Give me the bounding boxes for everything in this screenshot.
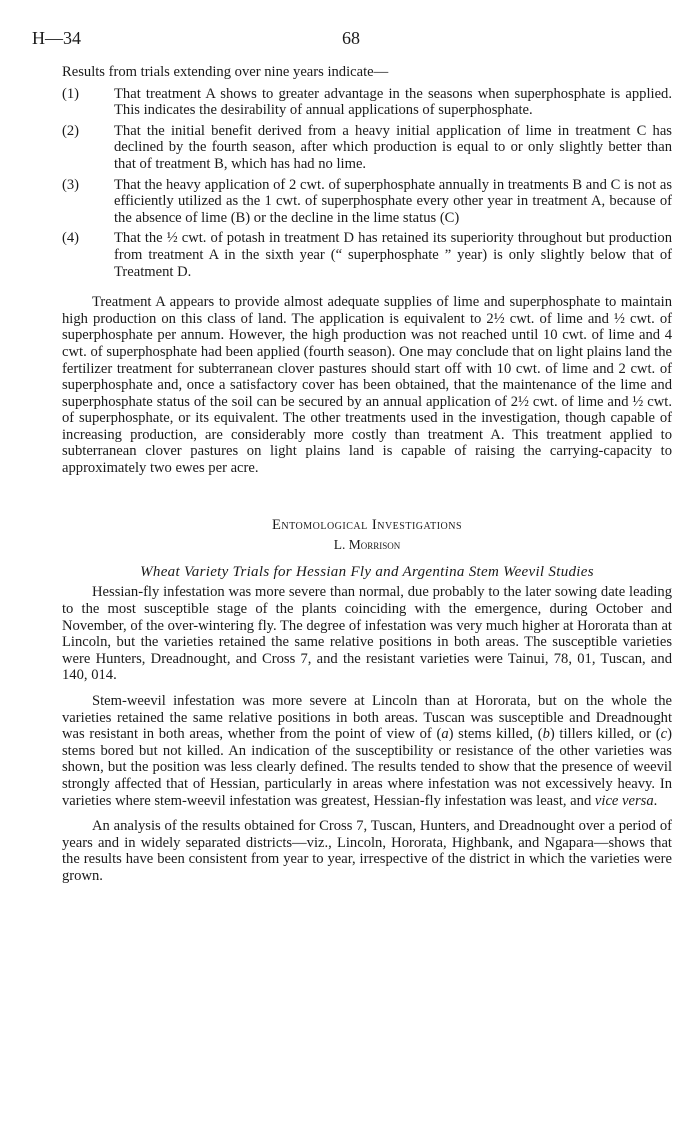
intro-line: Results from trials extending over nine years indicate— — [62, 64, 389, 80]
paragraph-text: ) tillers killed, or ( — [549, 726, 661, 743]
page-header — [32, 28, 668, 52]
list-item — [62, 86, 672, 119]
list-item-number: (3) — [62, 176, 80, 193]
page-number: 68 — [342, 28, 360, 48]
conclusion-paragraph: Treatment A appears to provide almost adequate supplies of lime and superphosphate to maintain high production on this class of land. The application is equivalent to 2½ cwt. of lime and ½ cwt. of superphosphate per annum. However, the high production was not reached until 10 cwt. of lime and 4 cwt. of superphosphate had been applied (fourth season). One may conclude that on light plains land the fertilizer treatment for subterranean clover pastures should start off with 10 cwt. of lime and 2 cwt. of superphosphate and, once a satisfactory cover has been obtained, that the maintenance of the lime and superphosphate status of the soil can be secured by an annual application of 2½ cwt. of lime and ½ cwt. of superphosphate, or its equivalent. The other treatments used in the investigation, though capable of increasing production, are considerably more costly than treatment A. This treatment applied to subterranean clover pastures on light plains land is capable of raising the carrying-capacity to approximately two ewes per acre. — [62, 294, 672, 477]
paragraph-text: Stem-weevil infestation was more severe at Lincoln than at Hororata, but on the whole the varieties retained the same relative positions in both areas. Tuscan was susceptible and Dreadnought was resistant in both areas, whether from the point of view of ( — [62, 693, 672, 743]
section-author: L. Morrison — [333, 537, 401, 553]
list-item-number: (4) — [62, 230, 80, 247]
latin-phrase: vice versa — [594, 792, 654, 809]
findings-list — [62, 86, 672, 281]
list-item-text: That the heavy application of 2 cwt. of superphosphate annually in treatments B and C is not as efficiently utilized as the 1 cwt. of superphosphate every other year in treatment A, because of the absence of lime (B) or the decline in the lime status (C) — [114, 176, 672, 226]
paragraph-text: . — [653, 792, 658, 809]
list-item-number: (1) — [62, 85, 80, 102]
list-item — [62, 177, 672, 227]
analysis-paragraph: An analysis of the results obtained for Cross 7, Tuscan, Hunters, and Dreadnought over a period of years and in widely separated districts—viz., Lincoln, Hororata, Highbank, and Ngapara—shows that the results have been consistent from year to year, irrespective of the district in which the varieties were grown. — [62, 818, 672, 884]
page-body — [62, 64, 672, 885]
list-item-text: That the ½ cwt. of potash in treatment D has retained its superiority throughout but production from treatment A in the sixth year (“ superphosphate ” year) is only slightly below that of Treatment D. — [114, 230, 672, 280]
document-id: H—34 — [32, 28, 81, 48]
list-item-text: That treatment A shows to greater advantage in the seasons when superphosphate is applied. This indicates the desirability of annual applications of superphosphate. — [114, 85, 672, 119]
hessian-fly-paragraph: Hessian-fly infestation was more severe than normal, due probably to the later sowing date leading to the most susceptible stage of the plants coinciding with the emergence, during October and November, of the over-wintering fly. The degree of infestation was very much higher at Hororata than at Lincoln, but the varieties retained the same relative positions in both areas. The susceptible varieties were Hunters, Dreadnought, and Cross 7, and the resistant varieties were Tainui, 78, 01, Tuscan, and 140, 014. — [62, 584, 672, 684]
list-marker-a: a — [441, 726, 449, 743]
list-item — [62, 230, 672, 280]
paragraph-text: ) stems bored but not killed. An indication of the susceptibility or resistance of the other varieties was shown, but the position was less clearly defined. The results tended to show that the presence of weevil strongly affected that of Hessian, particularly in areas where infestation was not excessively heavy. In varieties where stem-weevil infestation was greatest, Hessian-fly infestation was least, and — [62, 726, 672, 809]
stem-weevil-paragraph — [62, 693, 672, 809]
section-subtitle: Wheat Variety Trials for Hessian Fly and Argentina Stem Weevil Studies — [140, 563, 594, 580]
list-marker-b: b — [542, 726, 550, 743]
list-item-number: (2) — [62, 122, 80, 139]
list-marker-c: c — [660, 726, 668, 743]
section-title: Entomological Investigations — [271, 516, 463, 533]
list-item-text: That the initial benefit derived from a heavy initial application of lime in treatment C has declined by the fourth season, after which production is equal to or only slightly better than that of treatment B, which has had no lime. — [114, 122, 672, 172]
paragraph-text: ) stems killed, ( — [448, 726, 543, 743]
list-item — [62, 123, 672, 173]
